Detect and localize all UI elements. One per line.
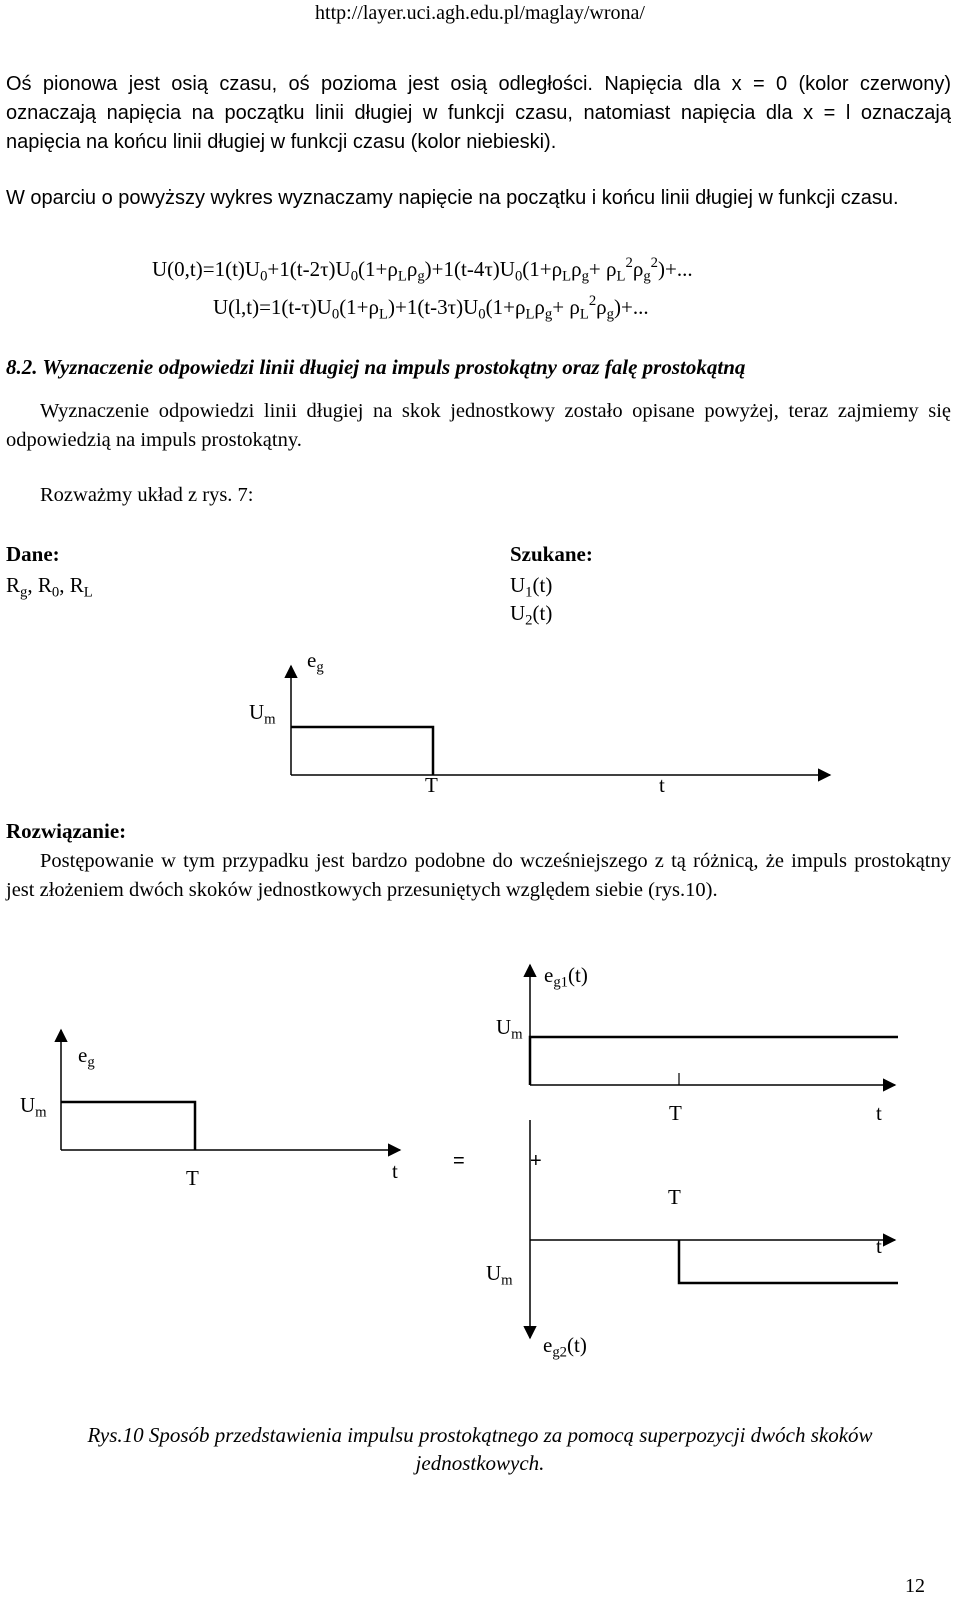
given-title: Dane: [6, 542, 60, 566]
fig1-eg-main: e [307, 648, 317, 672]
intro-paragraph: Oś pionowa jest osią czasu, oś pozioma jest osią odległości. Napięcia dla x = 0 (kolor czerwony) oznaczają napięcia na początku linii długiej w funkcji czasu, natomiast napięcia dla x = l oznaczają napięcia na końcu linii długiej w funkcji czasu (kolor niebieski). [6, 73, 951, 153]
fig2-left-eg-main: e [78, 1043, 88, 1067]
figure-caption-line1: Rys.10 Sposób przedstawienia impulsu prostokątnego za pomocą superpozycji dwóch skoków [87, 1423, 873, 1447]
eq2-part: ρ [596, 295, 607, 319]
given-values [6, 573, 93, 601]
equation-ul [213, 293, 649, 323]
eq2-part: (1+ρ [339, 295, 380, 319]
fig2-top-um-main: U [496, 1015, 512, 1039]
eq1-sub: g [643, 268, 651, 285]
fig1-um-main: U [249, 700, 265, 724]
eq1-part: ρ [571, 257, 582, 281]
section-heading: 8.2. Wyznaczenie odpowiedzi linii długiej na impuls prostokątny oraz falę prostokątną [6, 355, 746, 379]
fig2-bottom-eg-sub: g2 [552, 1344, 568, 1361]
fig2-top-eg-t: (t) [568, 963, 588, 987]
fig1-eg-sub: g [316, 659, 324, 676]
eq1-part: + ρ [588, 257, 617, 281]
fig2-top-eg-sub: g1 [553, 974, 569, 991]
fig2-top-t-axis-label: t [876, 1101, 882, 1125]
fig2-top-t-period-label: T [669, 1101, 682, 1125]
equation-u0 [152, 255, 693, 285]
eq2-sub: L [579, 306, 589, 323]
eq1-part: )+... [658, 257, 693, 281]
fig1-eg-label [307, 648, 324, 676]
figure-caption-line2: jednostkowych. [415, 1451, 545, 1475]
figure2-bottom-diagram [530, 1120, 898, 1338]
eq1-sub: g [417, 268, 425, 285]
wanted-part: (t) [532, 573, 553, 597]
eq2-part: U(l,t)=1(t-τ)U [213, 295, 332, 319]
eq2-part: )+... [613, 295, 649, 319]
wanted-part: U [510, 573, 526, 597]
given-sub: 0 [51, 584, 60, 601]
given-part: , R [59, 573, 84, 597]
figure2-left-diagram [61, 1030, 400, 1150]
wanted-u2 [510, 601, 553, 629]
eq1-part: +1(t-2τ)U [267, 257, 351, 281]
eq1-part: ρ [632, 257, 644, 281]
fig1-um-sub: m [264, 711, 276, 728]
fig2-left-t-axis-label: t [392, 1159, 398, 1183]
section-paragraph: Wyznaczenie odpowiedzi linii długiej na skok jednostkowy zostało opisane powyżej, teraz zajmiemy się odpowiedzią na impuls prostokątny. [6, 400, 951, 451]
eq1-part: ρ [406, 257, 418, 281]
fig2-bottom-um-label [486, 1261, 513, 1289]
given-part: , R [27, 573, 52, 597]
fig1-um-label [249, 700, 276, 728]
eq2-part: + ρ [552, 295, 580, 319]
eq2-sub: g [544, 306, 553, 323]
eq1-sub: L [562, 268, 572, 285]
eq2-part: (1+ρ [485, 295, 526, 319]
wanted-sub: 1 [525, 584, 533, 601]
eq1-sub: L [616, 268, 626, 285]
eq1-sub: g [581, 268, 589, 285]
eq2-sub: 0 [331, 306, 340, 323]
eq1-sup: 2 [625, 255, 633, 272]
given-sub: g [20, 584, 28, 601]
fig2-left-pulse [61, 1102, 195, 1150]
eq1-sub: 0 [260, 268, 268, 285]
fig2-bottom-eg-main: e [543, 1333, 553, 1357]
eq1-part: (1+ρ [522, 257, 563, 281]
fig2-left-um-label [20, 1093, 47, 1121]
fig2-top-um-sub: m [511, 1026, 523, 1043]
fig2-bottom-t-period-label: T [668, 1185, 681, 1209]
fig2-top-um-label [496, 1015, 523, 1043]
fig2-top-eg-label [544, 963, 588, 991]
given-part: R [6, 573, 21, 597]
page-header-url: http://layer.uci.agh.edu.pl/maglay/wrona/ [315, 2, 645, 24]
basis-paragraph: W oparciu o powyższy wykres wyznaczamy napięcie na początku i końcu linii długiej w funkcji czasu. [6, 187, 899, 209]
fig2-bottom-step [679, 1240, 898, 1283]
fig2-top-eg-main: e [544, 963, 554, 987]
eq2-sup: 2 [588, 293, 597, 310]
fig2-bottom-um-sub: m [501, 1272, 513, 1289]
eq1-part: (1+ρ [358, 257, 398, 281]
given-sub: L [83, 584, 93, 601]
fig2-top-step [530, 1037, 898, 1085]
wanted-u1 [510, 573, 553, 601]
eq2-sub: 0 [478, 306, 486, 323]
fig2-bottom-um-main: U [486, 1261, 502, 1285]
page-number: 12 [905, 1575, 925, 1597]
fig1-pulse [291, 727, 433, 775]
wanted-title: Szukane: [510, 542, 593, 566]
wanted-part: U [510, 601, 526, 625]
equals-sign: = [453, 1150, 465, 1172]
eq2-sub: L [379, 306, 388, 323]
fig2-left-um-sub: m [35, 1104, 47, 1121]
fig2-left-um-main: U [20, 1093, 36, 1117]
eq1-sub: L [397, 268, 407, 285]
wanted-part: (t) [532, 601, 553, 625]
solution-title: Rozwiązanie: [6, 819, 127, 843]
fig2-left-eg-label [78, 1043, 95, 1071]
figure1-diagram [291, 666, 830, 775]
fig1-t-period-label: T [425, 773, 438, 797]
eq2-sub: L [525, 306, 535, 323]
eq1-sub: 0 [514, 268, 523, 285]
eq1-sub: 0 [350, 268, 359, 285]
plus-sign: + [530, 1150, 542, 1172]
eq1-part: U(0,t)=1(t)U [152, 257, 261, 281]
eq2-sub: g [606, 306, 614, 323]
eq1-sup: 2 [650, 255, 658, 272]
eq2-part: )+1(t-3τ)U [388, 295, 479, 319]
fig2-bottom-t-axis-label: t [876, 1234, 882, 1258]
fig2-left-t-period-label: T [186, 1166, 199, 1190]
consider-text: Rozważmy układ z rys. 7: [40, 484, 254, 506]
wanted-sub: 2 [525, 612, 533, 629]
fig2-left-eg-sub: g [87, 1054, 95, 1071]
solution-text: Postępowanie w tym przypadku jest bardzo podobne do wcześniejszego z tą różnicą, że impuls prostokątny jest złożeniem dwóch skoków jednostkowych przesuniętych względem siebie (rys.10). [6, 850, 951, 901]
fig2-bottom-eg-t: (t) [567, 1333, 587, 1357]
fig2-bottom-eg-label [543, 1333, 587, 1361]
eq2-part: ρ [534, 295, 545, 319]
eq1-part: )+1(t-4τ)U [424, 257, 515, 281]
fig1-t-axis-label: t [659, 773, 665, 797]
